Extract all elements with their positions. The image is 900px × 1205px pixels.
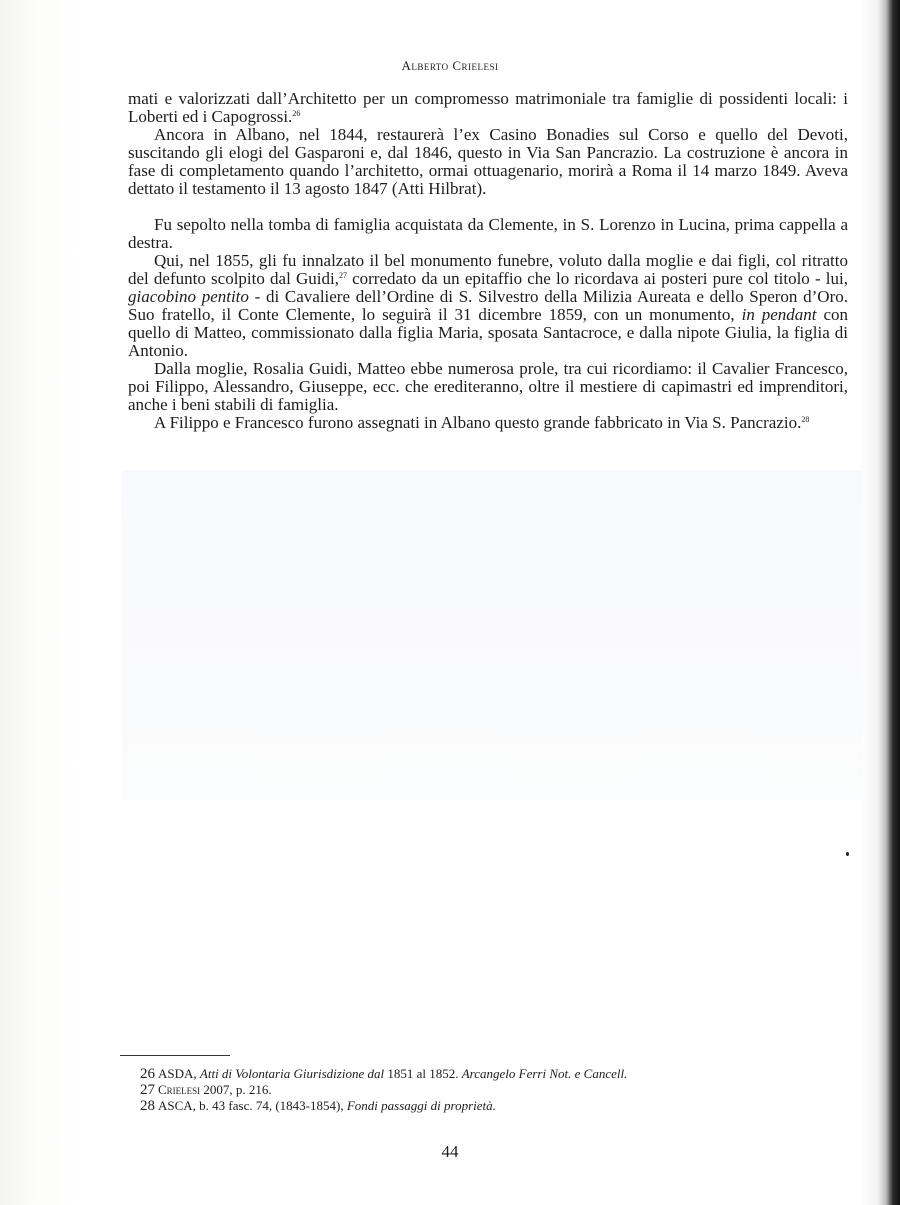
footnote-text: ASDA, Atti di Volontaria Giurisdizione dal 1851 al 1852. Arcangelo Ferri Not. e Cancell.	[158, 1066, 628, 1081]
footnote-number: 28	[140, 1098, 155, 1114]
running-header: Alberto Crielesi	[401, 58, 499, 73]
page-number: 44	[441, 1142, 459, 1161]
paragraph: Ancora in Albano, nel 1844, restaurerà l’ex Casino Bonadies sul Corso e quello del Devoti, suscitando gli elogi del Gasparoni e, dal 1846, questo in Via San Pancrazio. La costruzione è ancora in fase di completamento quando l’architetto, ormai ottuagenario, morirà a Roma il 14 marzo 1849. Aveva dettato il testamento il 13 agosto 1847 (Atti Hilbrat).	[128, 125, 848, 198]
footnote	[140, 1082, 840, 1098]
footnote	[140, 1098, 840, 1114]
paragraph: Qui, nel 1855, gli fu innalzato il bel monumento funebre, voluto dalla moglie e dai figli, col ritratto del defunto scolpito dal Guidi,$^{27}$ corredato da un epitaffio che lo ricordava ai posteri pure col titolo - lui, giacobino pentito - di Cavaliere dell’Ordine di S. Silvestro della Milizia Aureata e dello Speron d’Oro. Suo fratello, il Conte Clemente, lo seguirà il 31 dicembre 1859, con un monumento, in pendant con quello di Matteo, commissionato dalla figlia Maria, sposata Santacroce, e dalla nipote Giulia, la figlia di Antonio.	[128, 251, 849, 360]
body-text	[128, 90, 848, 432]
paragraph: Fu sepolto nella tomba di famiglia acquistata da Clemente, in S. Lorenzo in Lucina, prima cappella a destra.	[128, 215, 848, 252]
paragraph: A Filippo e Francesco furono assegnati in Albano questo grande fabbricato in Via S. Pancrazio.$^{28}$	[154, 413, 810, 432]
footnotes	[140, 1066, 840, 1114]
footnote-rule	[120, 1055, 230, 1056]
footnote	[140, 1066, 840, 1082]
footnote-number: 27	[140, 1082, 155, 1098]
footnote-number: 26	[140, 1066, 155, 1082]
show-through-image-area	[122, 470, 862, 800]
ink-speck	[846, 852, 849, 856]
footnote-text: ASCA, b. 43 fasc. 74, (1843-1854), Fondi passaggi di proprietà.	[158, 1098, 496, 1113]
paragraph: Dalla moglie, Rosalia Guidi, Matteo ebbe numerosa prole, tra cui ricordiamo: il Cavalier Francesco, poi Filippo, Alessandro, Giuseppe, ecc. che erediteranno, oltre il mestiere di capimastri ed imprenditori, anche i beni stabili di famiglia.	[128, 359, 848, 414]
footnote-text: Crielesi 2007, p. 216.	[158, 1082, 272, 1097]
paragraph: mati e valorizzati dall’Architetto per un compromesso matrimoniale tra famiglie di possidenti locali: i Loberti ed i Capogrossi.$^{26}$	[128, 89, 848, 126]
